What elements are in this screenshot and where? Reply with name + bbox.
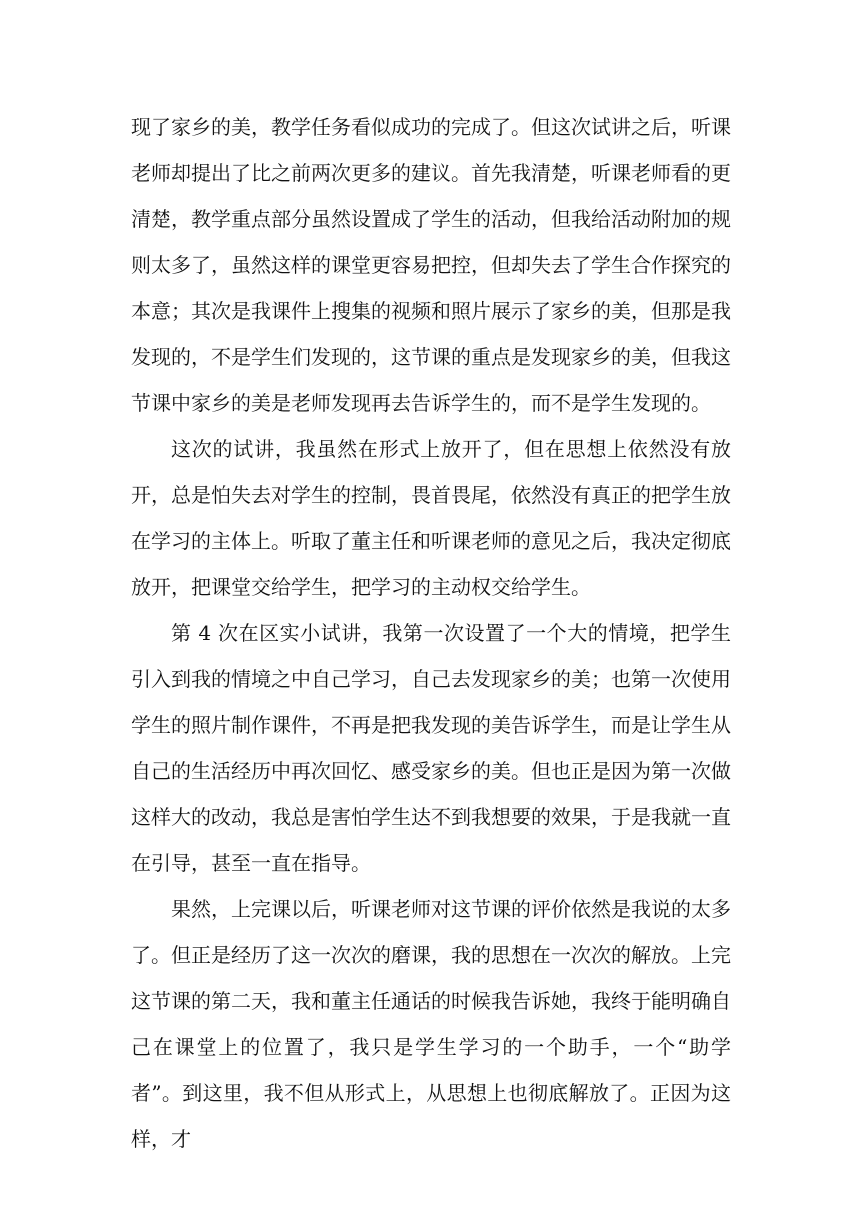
paragraph-1: 现了家乡的美，教学任务看似成功的完成了。但这次试讲之后，听课老师却提出了比之前两次更多的建议。首先我清楚，听课老师看的更清楚，教学重点部分虽然设置成了学生的活动，但我给活动附加的规则太多了，虽然这样的课堂更容易把控，但却失去了学生合作探究的本意；其次是我课件上搜集的视频和照片展示了家乡的美，但那是我发现的，不是学生们发现的，这节课的重点是发现家乡的美，但我这节课中家乡的美是老师发现再去告诉学生的，而不是学生发现的。	[131, 115, 731, 415]
paragraph-4: 果然，上完课以后，听课老师对这节课的评价依然是我说的太多了。但正是经历了这一次次的磨课，我的思想在一次次的解放。上完这节课的第二天，我和董主任通话的时候我告诉她，我终于能明确自己在课堂上的位置了，我只是学生学习的一个助手，一个“助学者”。到这里，我不但从形式上，从思想上也彻底解放了。正因为这样，才	[131, 897, 731, 1151]
paragraph-3: 第 4 次在区实小试讲，我第一次设置了一个大的情境，把学生引入到我的情境之中自己学习，自己去发现家乡的美；也第一次使用学生的照片制作课件，不再是把我发现的美告诉学生，而是让学生从自己的生活经历中再次回忆、感受家乡的美。但也正是因为第一次做这样大的改动，我总是害怕学生达不到我想要的效果，于是我就一直在引导，甚至一直在指导。	[131, 621, 731, 875]
paragraph-2: 这次的试讲，我虽然在形式上放开了，但在思想上依然没有放开，总是怕失去对学生的控制，畏首畏尾，依然没有真正的把学生放在学习的主体上。听取了董主任和听课老师的意见之后，我决定彻底放开，把课堂交给学生，把学习的主动权交给学生。	[131, 437, 731, 599]
document-body	[131, 104, 731, 1162]
